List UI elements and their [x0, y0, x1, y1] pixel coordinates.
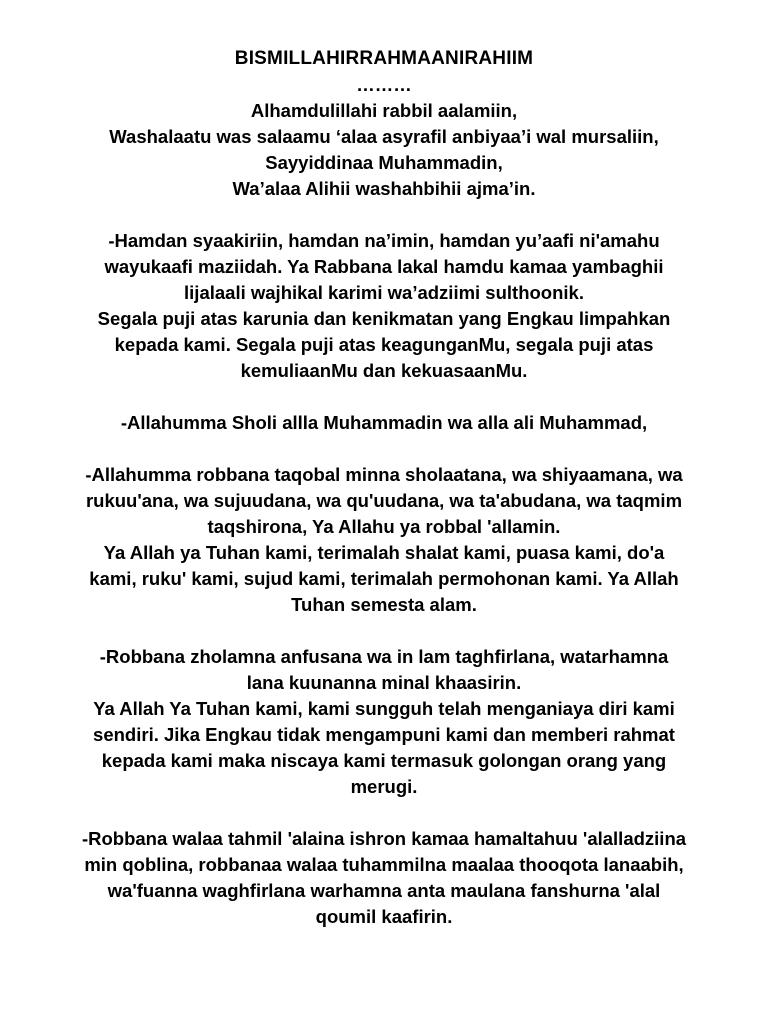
paragraph-spacer: [30, 800, 738, 826]
prayer-document: [30, 46, 738, 930]
title-ellipsis: ………: [356, 74, 412, 95]
paragraph-spacer: [30, 436, 738, 462]
taqobal-line: -Allahumma robbana taqobal minna sholaatana, wa shiyaamana, wa: [85, 464, 683, 485]
paragraph-spacer: [30, 202, 738, 228]
hamdan-line: -Hamdan syaakiriin, hamdan na’imin, hamdan yu’aafi ni'amahu: [108, 230, 660, 251]
hamdan-paragraph: [30, 228, 738, 384]
taqobal-line: taqshirona, Ya Allahu ya robbal 'allamin.: [207, 516, 561, 537]
sholawat-paragraph: [30, 410, 738, 436]
zholamna-line: -Robbana zholamna anfusana wa in lam taghfirlana, watarhamna: [99, 646, 669, 667]
opening-line: Wa’alaa Alihii washahbihii ajma’in.: [232, 178, 536, 199]
zholamna-line: lana kuunanna minal khaasirin.: [246, 672, 522, 693]
zholamna-line: Ya Allah Ya Tuhan kami, kami sungguh telah menganiaya diri kami: [93, 698, 675, 719]
taqobal-line: Tuhan semesta alam.: [291, 594, 477, 615]
zholamna-line: sendiri. Jika Engkau tidak mengampuni kami dan memberi rahmat: [93, 724, 675, 745]
sholawat-line: -Allahumma Sholi allla Muhammadin wa alla ali Muhammad,: [120, 412, 648, 433]
zholamna-paragraph: [30, 644, 738, 800]
zholamna-line: merugi.: [350, 776, 418, 797]
opening-line: Sayyiddinaa Muhammadin,: [265, 152, 503, 173]
taqobal-paragraph: [30, 462, 738, 618]
tahmil-paragraph: [30, 826, 738, 930]
tahmil-line: qoumil kaafirin.: [315, 906, 453, 927]
hamdan-line: Segala puji atas karunia dan kenikmatan yang Engkau limpahkan: [97, 308, 671, 329]
hamdan-line: kepada kami. Segala puji atas keagunganMu, segala puji atas: [114, 334, 654, 355]
zholamna-line: kepada kami maka niscaya kami termasuk golongan orang yang: [101, 750, 667, 771]
taqobal-line: kami, ruku' kami, sujud kami, terimalah permohonan kami. Ya Allah: [89, 568, 679, 589]
tahmil-line: wa'fuanna waghfirlana warhamna anta maulana fanshurna 'alal: [107, 880, 661, 901]
tahmil-line: -Robbana walaa tahmil 'alaina ishron kamaa hamaltahuu 'alalladziina: [81, 828, 687, 849]
taqobal-line: rukuu'ana, wa sujuudana, wa qu'uudana, wa ta'abudana, wa taqmim: [85, 490, 683, 511]
opening-line: Alhamdulillahi rabbil aalamiin,: [250, 100, 518, 121]
hamdan-line: lijalaali wajhikal karimi wa’adziimi sulthoonik.: [184, 282, 584, 303]
tahmil-line: min qoblina, robbanaa walaa tuhammilna maalaa thooqota lanaabih,: [84, 854, 684, 875]
paragraph-spacer: [30, 618, 738, 644]
opening-paragraph: [30, 98, 738, 202]
opening-line: Washalaatu was salaamu ‘alaa asyrafil anbiyaa’i wal mursaliin,: [109, 126, 659, 147]
hamdan-line: wayukaafi maziidah. Ya Rabbana lakal hamdu kamaa yambaghii: [104, 256, 664, 277]
taqobal-line: Ya Allah ya Tuhan kami, terimalah shalat kami, puasa kami, do'a: [103, 542, 665, 563]
hamdan-line: kemuliaanMu dan kekuasaanMu.: [240, 360, 528, 381]
document-title: BISMILLAHIRRAHMAANIRAHIIM: [234, 48, 534, 69]
paragraph-spacer: [30, 384, 738, 410]
